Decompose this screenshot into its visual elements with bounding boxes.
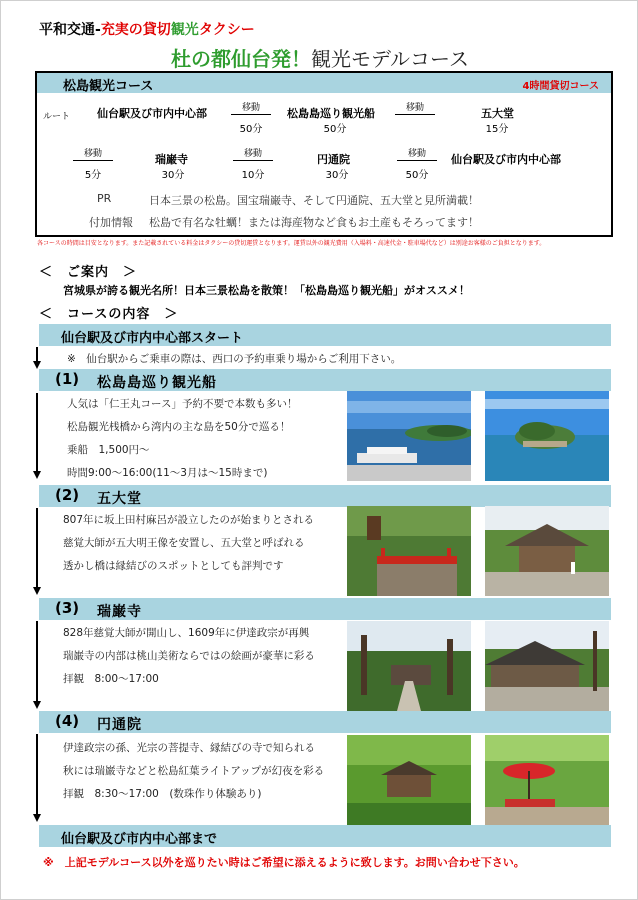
pr-label: PR — [97, 192, 112, 205]
arrow-down-icon — [33, 814, 41, 822]
move-time: 50分 — [239, 124, 263, 135]
start-bar — [39, 324, 611, 346]
course-summary-header — [37, 73, 611, 93]
spot-desc: 秋には瑞巌寺などと松島紅葉ライトアップが幻夜を彩る — [63, 765, 325, 777]
photo-red-bridge — [347, 506, 471, 596]
footer-note: ※ 上記モデルコース以外を巡りたい時はご希望に添えるように致します。お問い合わせ下さい。 — [43, 856, 525, 869]
timeline-line — [36, 393, 38, 473]
spot-bar — [39, 369, 611, 391]
service-label: 充実の貸切 — [100, 22, 171, 38]
stay-time: 30分 — [325, 170, 349, 181]
spot-number: (4) — [55, 712, 80, 730]
spot-name: 松島島巡り観光船 — [97, 375, 217, 391]
move-time: 50分 — [405, 170, 429, 181]
info-text: 松島で有名な牡蠣！または海産物など食もお土産もそろってます！ — [149, 216, 479, 229]
route-start: 仙台駅及び市内中心部 — [97, 107, 207, 120]
spot-desc: 828年慈覚大師が開山し、1609年に伊達政宗が再興 — [63, 627, 310, 639]
info-label: 付加情報 — [89, 216, 133, 229]
photo-red-umbrella — [485, 735, 609, 825]
course-duration: 4時間貸切コース — [522, 81, 599, 92]
header-line: 平和交通-充実の貸切観光タクシー — [39, 22, 255, 38]
guide-text: 宮城県が誇る観光名所！日本三景松島を散策！「松島島巡り観光船」がオススメ！ — [63, 284, 470, 297]
photo-zuiganji-hall — [485, 621, 609, 711]
spot-desc: 拝観 8:30～17:00 (数珠作り体験あり) — [63, 788, 262, 800]
timeline-line — [36, 734, 38, 816]
spot-bar — [39, 711, 611, 733]
move-time: 10分 — [241, 170, 265, 181]
photo-sightseeing-boat — [347, 391, 471, 481]
route-end: 仙台駅及び市内中心部 — [451, 153, 561, 166]
spot-name: 五大堂 — [97, 491, 142, 507]
start-note: ※ 仙台駅からご乗車の際は、西口の予約車乗り場からご利用下さい。 — [67, 353, 402, 365]
photo-entsuin-garden — [347, 735, 471, 825]
timeline-line — [36, 508, 38, 588]
spot-number: (2) — [55, 486, 80, 504]
page-title: 杜の都仙台発！観光モデルコース — [171, 47, 469, 71]
move-time: 15分 — [485, 124, 509, 135]
spot-desc: 807年に坂上田村麻呂が設立したのが始まりとされる — [63, 514, 315, 526]
move-marker: 移動 — [397, 146, 437, 161]
route-stop: 松島島巡り観光船 — [287, 107, 375, 120]
spot-desc: 慈覚大師が五大明王像を安置し、五大堂と呼ばれる — [63, 537, 305, 549]
spot-desc: 人気は「仁王丸コース」予約不要で本数も多い！ — [67, 398, 298, 410]
route-stop: 瑞巌寺 — [155, 153, 188, 166]
timeline-line — [36, 621, 38, 703]
photo-matsushima-island — [485, 391, 609, 481]
route-label: ルート — [43, 112, 71, 122]
spot-desc: 透かし橋は縁結びのスポットとしても評判です — [63, 560, 284, 572]
photo-zuiganji-path — [347, 621, 471, 711]
move-marker: 移動 — [395, 100, 435, 115]
spot-desc: 松島観光桟橋から湾内の主な島を50分で巡る！ — [67, 421, 291, 433]
arrow-down-icon — [33, 361, 41, 369]
spot-desc: 瑞巌寺の内部は桃山美術ならではの絵画が豪華に彩る — [63, 650, 315, 662]
spot-desc: 時間9:00～16:00(11～3月は～15時まで) — [67, 467, 268, 479]
arrow-down-icon — [33, 701, 41, 709]
stay-time: 50分 — [323, 124, 347, 135]
guide-heading: ＜ ご案内 ＞ — [39, 265, 138, 280]
spot-desc: 乗船 1,500円～ — [67, 444, 150, 456]
fee-note: 各コースの時間は目安となります。また記載されている料金はタクシーの貸切運賃となります。運賃以外の観光費用（入場料・高速代金・駐車場代など）は別途お客様のご負担となります。 — [37, 240, 546, 247]
arrow-down-icon — [33, 587, 41, 595]
pr-text: 日本三景の松島。国宝瑞巌寺、そして円通院、五大堂と見所満載！ — [149, 194, 479, 207]
route-stop: 五大堂 — [481, 107, 514, 120]
start-bar-label: 仙台駅及び市内中心部スタート — [61, 331, 244, 346]
spot-number: (3) — [55, 599, 80, 617]
course-name: 松島観光コース — [63, 79, 154, 94]
stay-time: 30分 — [161, 170, 185, 181]
spot-bar — [39, 485, 611, 507]
move-time: 5分 — [84, 170, 102, 181]
course-summary-box — [35, 71, 613, 237]
move-marker: 移動 — [73, 146, 113, 161]
photo-godaido-hall — [485, 506, 609, 596]
content-heading: ＜ コースの内容 ＞ — [39, 307, 179, 322]
spot-bar — [39, 598, 611, 620]
spot-name: 瑞巌寺 — [97, 604, 142, 620]
end-bar — [39, 825, 611, 847]
spot-name: 円通院 — [97, 717, 142, 733]
move-marker: 移動 — [233, 146, 273, 161]
spot-desc: 伊達政宗の孫、光宗の菩提寺、縁結びの寺で知られる — [63, 742, 315, 754]
arrow-down-icon — [33, 471, 41, 479]
end-bar-label: 仙台駅及び市内中心部まで — [61, 832, 218, 847]
spot-desc: 拝観 8:00～17:00 — [63, 673, 159, 685]
spot-number: (1) — [55, 370, 80, 388]
move-marker: 移動 — [231, 100, 271, 115]
company-name: 平和交通 — [39, 22, 95, 38]
route-stop: 円通院 — [317, 153, 350, 166]
